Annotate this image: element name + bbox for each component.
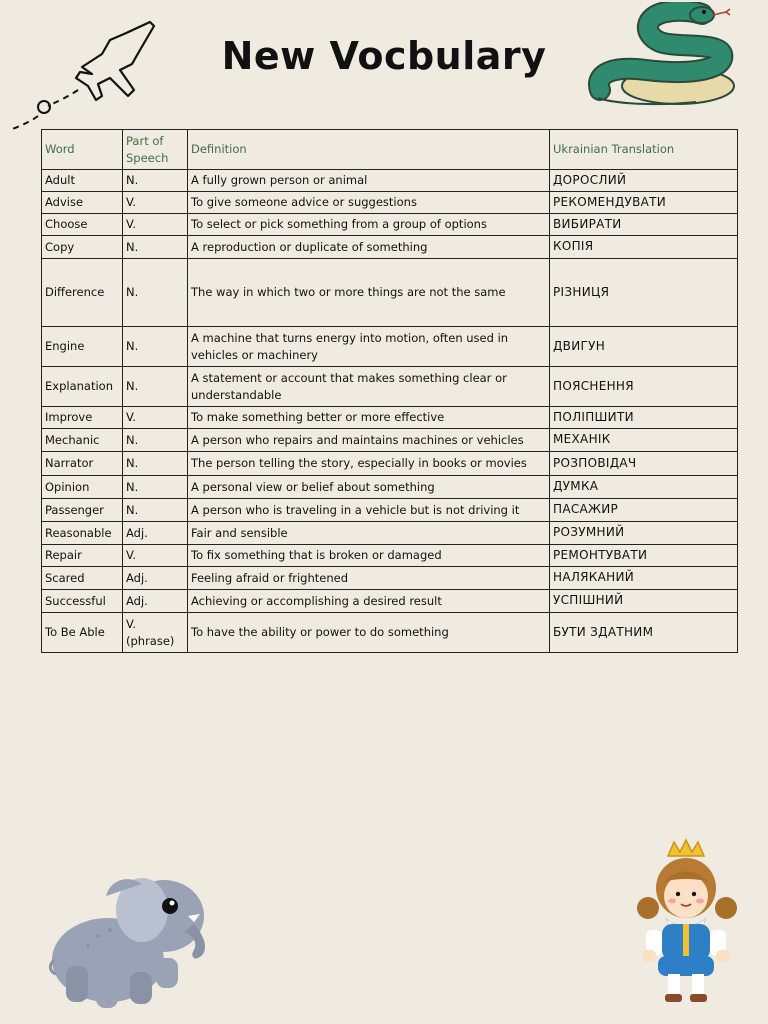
table-row: [42, 522, 738, 545]
airplane-icon: [6, 12, 158, 132]
pos-cell: N.: [123, 259, 188, 327]
word-cell: Difference: [42, 259, 123, 327]
table-row: [42, 613, 738, 653]
vocabulary-table: [41, 129, 738, 653]
table-row: [42, 236, 738, 259]
word-cell: Passenger: [42, 499, 123, 522]
word-cell: Engine: [42, 327, 123, 367]
word-cell: Successful: [42, 590, 123, 613]
translation-cell: КОПІЯ: [550, 236, 738, 259]
pos-cell: Adj.: [123, 522, 188, 545]
table-row: [42, 476, 738, 499]
translation-cell: ДВИГУН: [550, 327, 738, 367]
pos-cell: N.: [123, 429, 188, 452]
definition-cell: A statement or account that makes something clear or understandable: [188, 367, 550, 407]
table-row: [42, 567, 738, 590]
definition-cell: A person who repairs and maintains machines or vehicles: [188, 429, 550, 452]
definition-cell: A machine that turns energy into motion, often used in vehicles or machinery: [188, 327, 550, 367]
pos-cell: V.: [123, 545, 188, 567]
pos-cell: V. (phrase): [123, 613, 188, 653]
translation-cell: ПАСАЖИР: [550, 499, 738, 522]
pos-cell: N.: [123, 499, 188, 522]
pos-cell: N.: [123, 476, 188, 499]
translation-cell: ПОЛІПШИТИ: [550, 407, 738, 429]
definition-cell: A fully grown person or animal: [188, 170, 550, 192]
translation-cell: РОЗПОВІДАЧ: [550, 452, 738, 476]
pos-cell: N.: [123, 452, 188, 476]
table-row: [42, 192, 738, 214]
translation-cell: РОЗУМНИЙ: [550, 522, 738, 545]
word-cell: Adult: [42, 170, 123, 192]
page-title: New Vocbulary: [221, 34, 547, 78]
table-row: [42, 327, 738, 367]
definition-cell: To have the ability or power to do something: [188, 613, 550, 653]
table-row: [42, 367, 738, 407]
table-row: [42, 407, 738, 429]
table-row: [42, 545, 738, 567]
translation-cell: РІЗНИЦЯ: [550, 259, 738, 327]
definition-cell: A person who is traveling in a vehicle but is not driving it: [188, 499, 550, 522]
prince-illustration: [634, 838, 740, 1008]
header-part-of-speech: Part of Speech: [123, 130, 188, 170]
pos-cell: N.: [123, 327, 188, 367]
elephant-illustration: [48, 862, 214, 1014]
table-row: [42, 259, 738, 327]
definition-cell: To fix something that is broken or damaged: [188, 545, 550, 567]
word-cell: Narrator: [42, 452, 123, 476]
header-word: Word: [42, 130, 123, 170]
definition-cell: To select or pick something from a group of options: [188, 214, 550, 236]
word-cell: Scared: [42, 567, 123, 590]
word-cell: Copy: [42, 236, 123, 259]
table-row: [42, 170, 738, 192]
translation-cell: РЕМОНТУВАТИ: [550, 545, 738, 567]
word-cell: Improve: [42, 407, 123, 429]
word-cell: Choose: [42, 214, 123, 236]
word-cell: Mechanic: [42, 429, 123, 452]
translation-cell: ДУМКА: [550, 476, 738, 499]
table-row: [42, 214, 738, 236]
word-cell: To Be Able: [42, 613, 123, 653]
table-row: [42, 452, 738, 476]
word-cell: Opinion: [42, 476, 123, 499]
definition-cell: A personal view or belief about something: [188, 476, 550, 499]
translation-cell: БУТИ ЗДАТНИМ: [550, 613, 738, 653]
pos-cell: Adj.: [123, 567, 188, 590]
header-definition: Definition: [188, 130, 550, 170]
snake-illustration: [586, 2, 742, 110]
word-cell: Reasonable: [42, 522, 123, 545]
pos-cell: V.: [123, 192, 188, 214]
table-row: [42, 590, 738, 613]
definition-cell: The way in which two or more things are not the same: [188, 259, 550, 327]
pos-cell: N.: [123, 236, 188, 259]
pos-cell: V.: [123, 407, 188, 429]
translation-cell: УСПІШНИЙ: [550, 590, 738, 613]
pos-cell: V.: [123, 214, 188, 236]
translation-cell: ПОЯСНЕННЯ: [550, 367, 738, 407]
definition-cell: A reproduction or duplicate of something: [188, 236, 550, 259]
table-header-row: [42, 130, 738, 170]
translation-cell: РЕКОМЕНДУВАТИ: [550, 192, 738, 214]
definition-cell: Feeling afraid or frightened: [188, 567, 550, 590]
definition-cell: Fair and sensible: [188, 522, 550, 545]
definition-cell: Achieving or accomplishing a desired result: [188, 590, 550, 613]
word-cell: Repair: [42, 545, 123, 567]
definition-cell: To make something better or more effective: [188, 407, 550, 429]
translation-cell: ВИБИРАТИ: [550, 214, 738, 236]
definition-cell: The person telling the story, especially in books or movies: [188, 452, 550, 476]
definition-cell: To give someone advice or suggestions: [188, 192, 550, 214]
pos-cell: N.: [123, 170, 188, 192]
translation-cell: ДОРОСЛИЙ: [550, 170, 738, 192]
word-cell: Advise: [42, 192, 123, 214]
table-row: [42, 429, 738, 452]
table-row: [42, 499, 738, 522]
pos-cell: N.: [123, 367, 188, 407]
word-cell: Explanation: [42, 367, 123, 407]
pos-cell: Adj.: [123, 590, 188, 613]
translation-cell: НАЛЯКАНИЙ: [550, 567, 738, 590]
header-ukrainian-translation: Ukrainian Translation: [550, 130, 738, 170]
translation-cell: МЕХАНІК: [550, 429, 738, 452]
